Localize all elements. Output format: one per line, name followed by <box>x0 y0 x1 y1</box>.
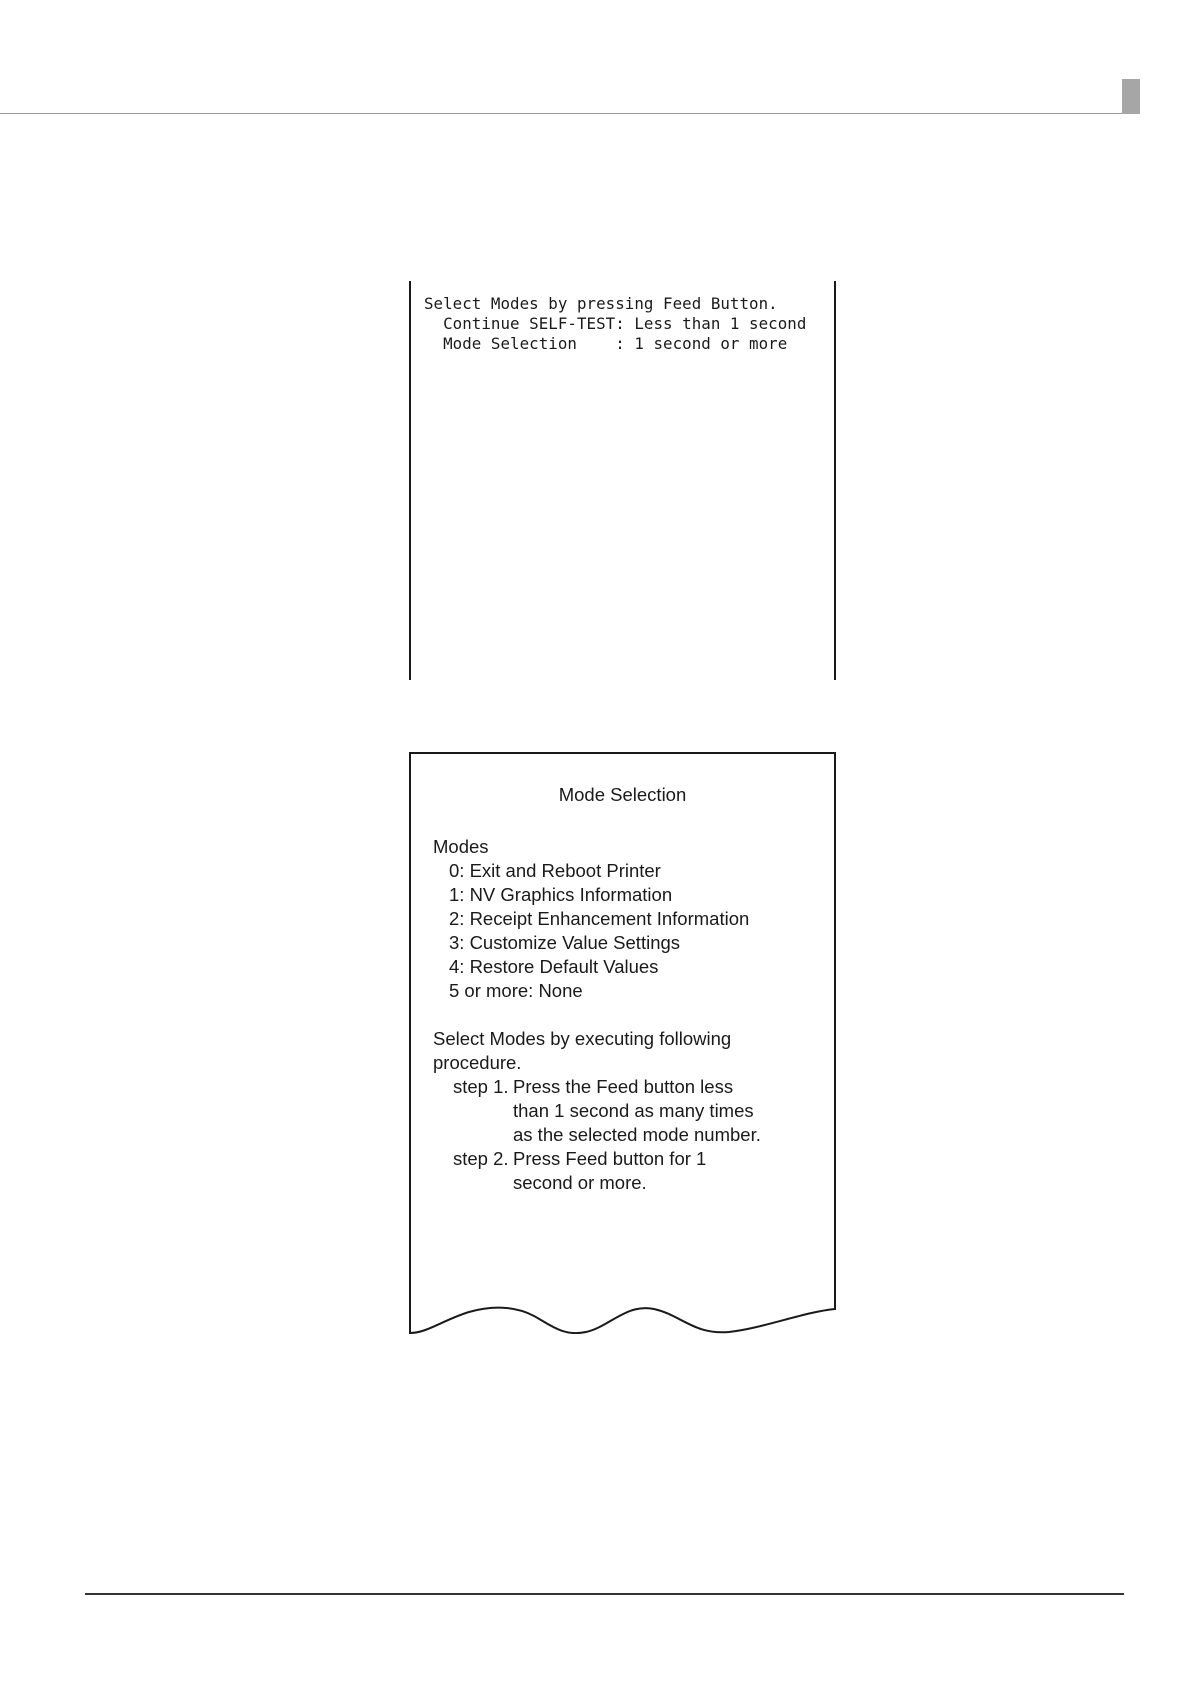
receipt-line: Mode Selection : 1 second or more <box>424 334 788 353</box>
modes-heading: Modes <box>433 836 489 857</box>
step-line: Press the Feed button less <box>513 1076 734 1097</box>
receipt-self-test <box>409 281 836 680</box>
mode-item: 0: Exit and Reboot Printer <box>449 860 661 881</box>
step-line: than 1 second as many times <box>513 1100 754 1121</box>
step-line: Press Feed button for 1 <box>513 1148 707 1169</box>
procedure-intro-line: procedure. <box>433 1052 522 1073</box>
header-tab-marker <box>1122 79 1140 114</box>
mode-item: 3: Customize Value Settings <box>449 932 681 953</box>
header-rule <box>0 113 1140 114</box>
step-label: step 2. <box>453 1148 509 1169</box>
footer-rule <box>85 1593 1124 1595</box>
receipt-line: Continue SELF-TEST: Less than 1 second <box>424 314 807 333</box>
receipt-right-edge <box>834 281 836 680</box>
receipt-line: Select Modes by pressing Feed Button. <box>424 294 778 313</box>
mode-item: 5 or more: None <box>449 980 583 1001</box>
step-label: step 1. <box>453 1076 509 1097</box>
mode-selection-title: Mode Selection <box>558 784 687 805</box>
mode-item: 2: Receipt Enhancement Information <box>449 908 750 929</box>
mode-item: 1: NV Graphics Information <box>449 884 673 905</box>
step-line: as the selected mode number. <box>513 1124 761 1145</box>
receipt-left-edge <box>409 281 411 680</box>
receipt-mode-selection <box>409 752 836 1334</box>
step-line: second or more. <box>513 1172 647 1193</box>
procedure-intro-line: Select Modes by executing following <box>433 1028 732 1049</box>
receipt-self-test-text <box>424 294 806 354</box>
mode-item: 4: Restore Default Values <box>449 956 659 977</box>
